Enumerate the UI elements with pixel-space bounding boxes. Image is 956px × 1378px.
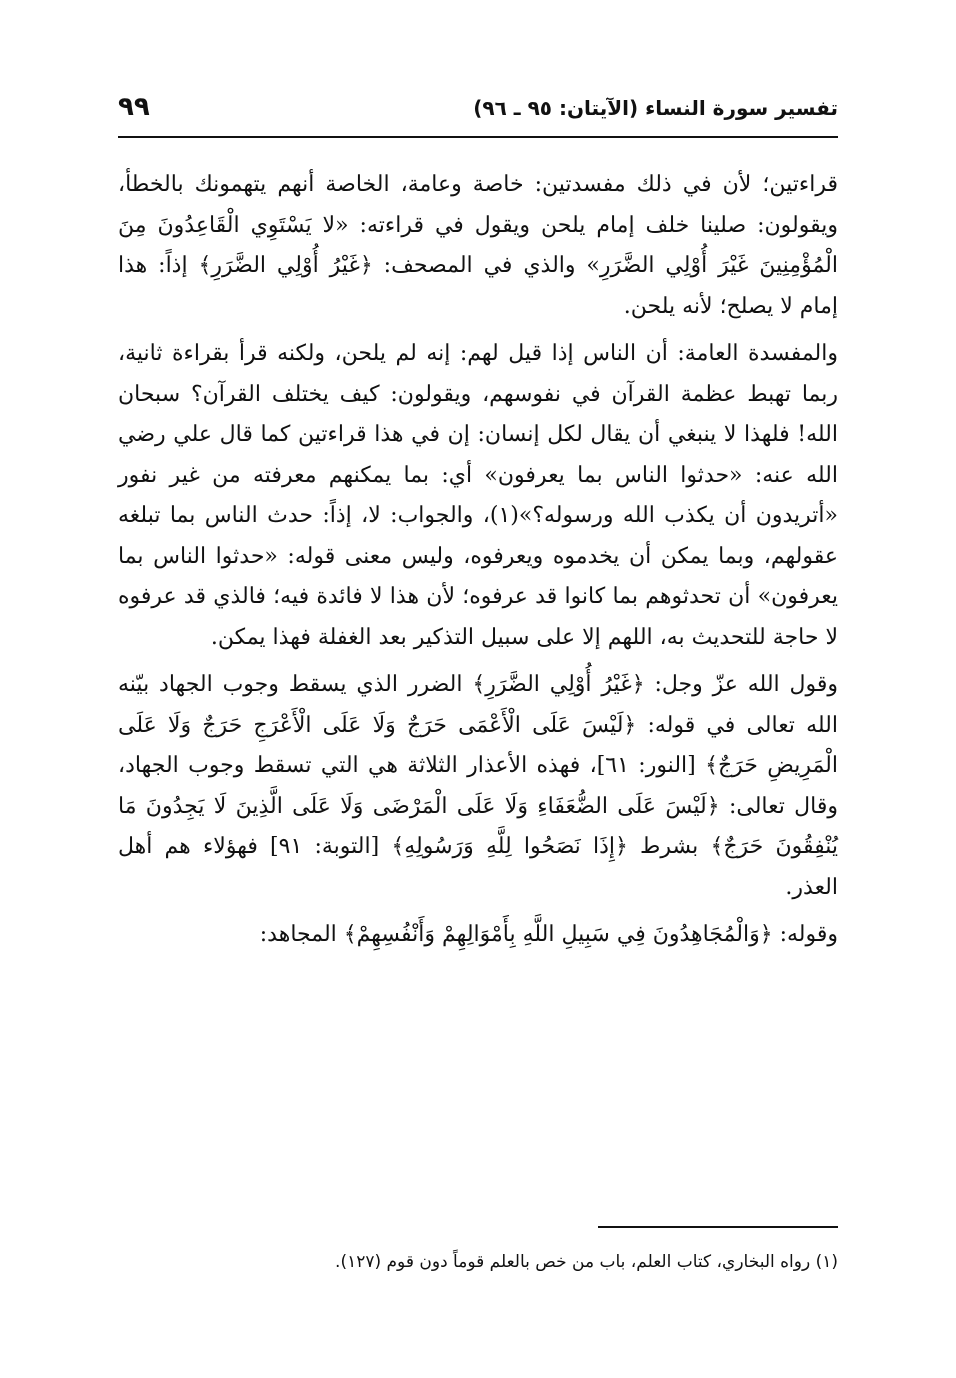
page-header xyxy=(118,92,838,132)
footnote-divider xyxy=(598,1226,838,1228)
page-number: ٩٩ xyxy=(118,92,150,122)
running-title: تفسير سورة النساء (الآيتان: ٩٥ ـ ٩٦) xyxy=(473,96,838,120)
header-divider xyxy=(118,136,838,138)
paragraph: وقول الله عزّ وجل: ﴿غَيْرُ أُوْلِي الضَّرَرِ﴾ الضرر الذي يسقط وجوب الجهاد بيّنه الله تعالى في قوله: ﴿لَيْسَ عَلَى الْأَعْمَى حَرَجٌ وَلَا عَلَى الْأَعْرَجِ حَرَجٌ وَلَا عَلَى الْمَرِيضِ حَرَجٌ﴾ [النور: ٦١]، فهذه الأعذار الثلاثة هي التي تسقط وجوب الجهاد، وقال تعالى: ﴿لَيْسَ عَلَى الضُّعَفَاءِ وَلَا عَلَى الْمَرْضَى وَلَا عَلَى الَّذِينَ لَا يَجِدُونَ مَا يُنْفِقُونَ حَرَجٌ﴾ بشرط ﴿إِذَا نَصَحُوا لِلَّهِ وَرَسُولِهِ﴾ [التوبة: ٩١] فهؤلاء هم أهل العذر. xyxy=(118,672,838,900)
footnote: (١) رواه البخاري، كتاب العلم، باب من خص بالعلم قوماً دون قوم (١٢٧). xyxy=(335,1252,838,1272)
paragraph: قراءتين؛ لأن في ذلك مفسدتين: خاصة وعامة، الخاصة أنهم يتهمونك بالخطأ، ويقولون: صلينا خلف إمام يلحن ويقول في قراءته: «لا يَسْتَوِي الْقَاعِدُونَ مِنَ الْمُؤْمِنِينَ غَيْرَ أُوْلِي الضَّرَرِ» والذي في المصحف: ﴿غَيْرُ أُوْلِي الضَّرَرِ﴾ إذاً: هذا إمام لا يصلح؛ لأنه يلحن. xyxy=(118,172,838,319)
paragraph: وقوله: ﴿وَالْمُجَاهِدُونَ فِي سَبِيلِ اللَّهِ بِأَمْوَالِهِمْ وَأَنْفُسِهِمْ﴾ المجاهد: xyxy=(259,922,838,947)
paragraph: والمفسدة العامة: أن الناس إذا قيل لهم: إنه لم يلحن، ولكنه قرأ بقراءة ثانية، ربما تهبط عظمة القرآن في نفوسهم، ويقولون: كيف يختلف القرآن؟ سبحان الله! فلهذا لا ينبغي أن يقال لكل إنسان: إن في هذا قراءتين كما قال علي رضي الله عنه: «حدثوا الناس بما يعرفون» أي: بما يمكنهم معرفته من غير نفور «أتريدون أن يكذب الله ورسوله؟»(١)، والجواب: لا، إذاً: حدث الناس بما تبلغه عقولهم، وبما يمكن أن يخدموه ويعرفوه، وليس معنى قوله: «حدثوا الناس بما يعرفون» أن تحدثوهم بما كانوا قد عرفوه؛ لأن هذا لا فائدة فيه؛ فالذي قد عرفوه لا حاجة للتحديث به، اللهم إلا على سبيل التذكير بعد الغفلة فهذا يمكن. xyxy=(118,341,838,650)
body-text xyxy=(118,165,838,963)
